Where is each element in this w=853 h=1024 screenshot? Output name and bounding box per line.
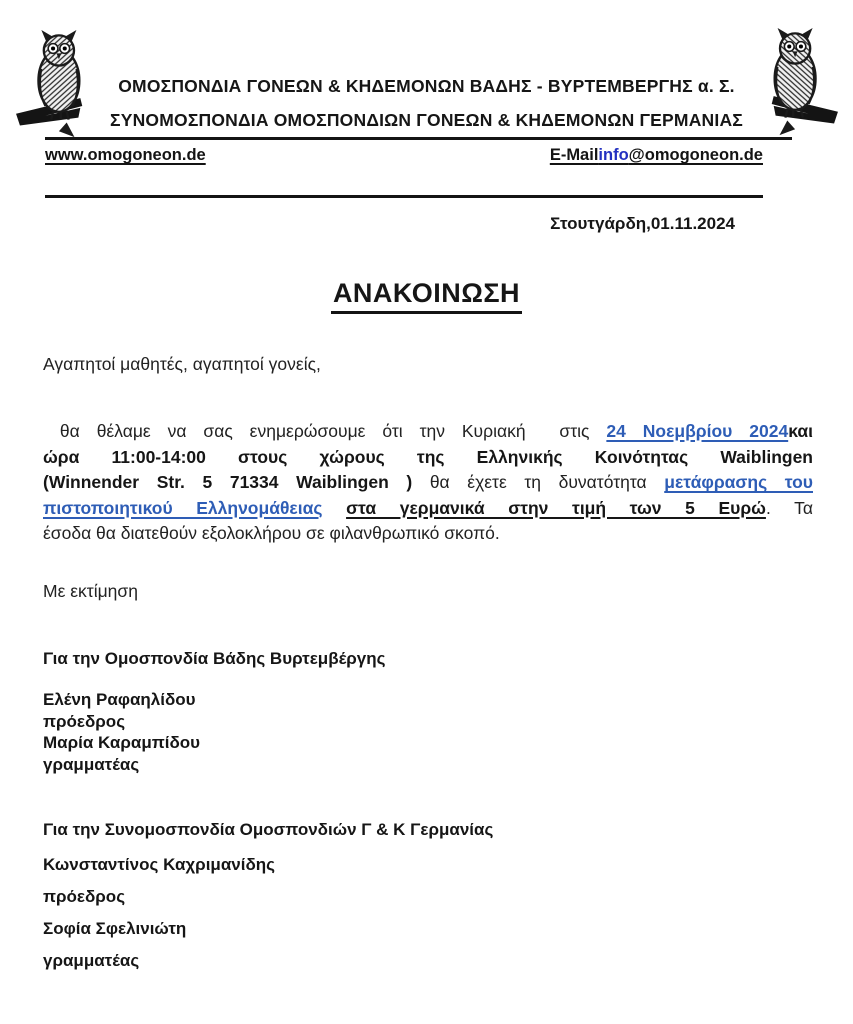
signature1-heading: Για την Ομοσπονδία Βάδης Βυρτεμβέργης	[43, 649, 386, 668]
email-domain: @omogoneon.de	[628, 146, 763, 164]
body-line	[43, 419, 813, 445]
place-date-line: Στουτγάρδη,01.11.2024	[550, 214, 735, 233]
text-segment: και	[788, 421, 813, 441]
body-line	[43, 470, 813, 496]
body-line	[43, 496, 813, 522]
email-label: E-Mail	[549, 146, 599, 164]
org-name-line1: ΟΜΟΣΠΟΝΔΙΑ ΓΟΝΕΩΝ & ΚΗΔΕΜΟΝΩΝ ΒΑΔΗΣ - ΒΥΡΤΕΜΒΕΡΓΗΣ α. Σ.	[118, 76, 735, 96]
website-link[interactable]: www.omogoneon.de	[45, 146, 206, 164]
text-segment: θα έχετε τη δυνατότητα	[429, 472, 665, 493]
signature-line: πρόεδρος	[43, 711, 126, 731]
inline-link[interactable]: μετάφρασης του	[664, 472, 813, 493]
text-segment: ώρα 11:00-14:00 στους χώρους της Ελληνικής Κοινότητας Waiblingen	[43, 446, 813, 467]
signature-line: Σοφία Σφελινιώτη	[43, 919, 187, 938]
signature1-lines	[43, 689, 200, 775]
signature-line: Κωνσταντίνος Καχριμανίδης	[43, 855, 275, 874]
text-segment: θα θέλαμε να σας ενημερώσουμε ότι την Κυριακή στις	[43, 421, 607, 441]
inline-link[interactable]: πιστοποιητικού Ελληνομάθειας	[43, 497, 323, 518]
signature2-heading: Για την Συνομοσπονδία Ομοσπονδιών Γ & Κ Γερμανίας	[43, 820, 494, 839]
greeting-line: Αγαπητοί μαθητές, αγαπητοί γονείς,	[43, 354, 321, 374]
email-user: info	[598, 146, 629, 164]
signature-line: γραμματέας	[43, 754, 140, 774]
inline-link[interactable]: 24 Νοεμβρίου 2024	[606, 421, 789, 441]
body-line	[43, 445, 813, 471]
closing-line: Με εκτίμηση	[43, 581, 138, 601]
title-wrap	[0, 278, 853, 314]
text-segment: στα γερμανικά στην τιμή των 5 Ευρώ	[346, 497, 766, 518]
signature-line: πρόεδρος	[43, 887, 126, 906]
text-segment	[322, 498, 346, 518]
page-title: ΑΝΑΚΟΙΝΩΣΗ	[331, 278, 522, 314]
text-segment: . Τα	[765, 497, 813, 518]
body-line	[43, 521, 813, 547]
header-rule-bottom	[45, 195, 763, 198]
signature2-lines	[43, 854, 275, 982]
text-segment: έσοδα θα διατεθούν εξολοκλήρου σε φιλανθρωπικό σκοπό.	[43, 523, 500, 544]
org-name-line2: ΣΥΝΟΜΟΣΠΟΝΔΙΑ ΟΜΟΣΠΟΝΔΙΩΝ ΓΟΝΕΩΝ & ΚΗΔΕΜΟΝΩΝ ΓΕΡΜΑΝΙΑΣ	[110, 110, 743, 130]
announcement-paragraph	[43, 419, 813, 547]
signature-line: γραμματέας	[43, 951, 140, 970]
signature-line: Ελένη Ραφαηλίδου	[43, 690, 196, 709]
text-segment: (Winnender Str. 5 71334 Waiblingen )	[43, 472, 430, 493]
header-rule-top	[45, 137, 792, 140]
email-link[interactable]	[550, 146, 763, 165]
signature-line: Μαρία Καραμπίδου	[43, 733, 201, 752]
